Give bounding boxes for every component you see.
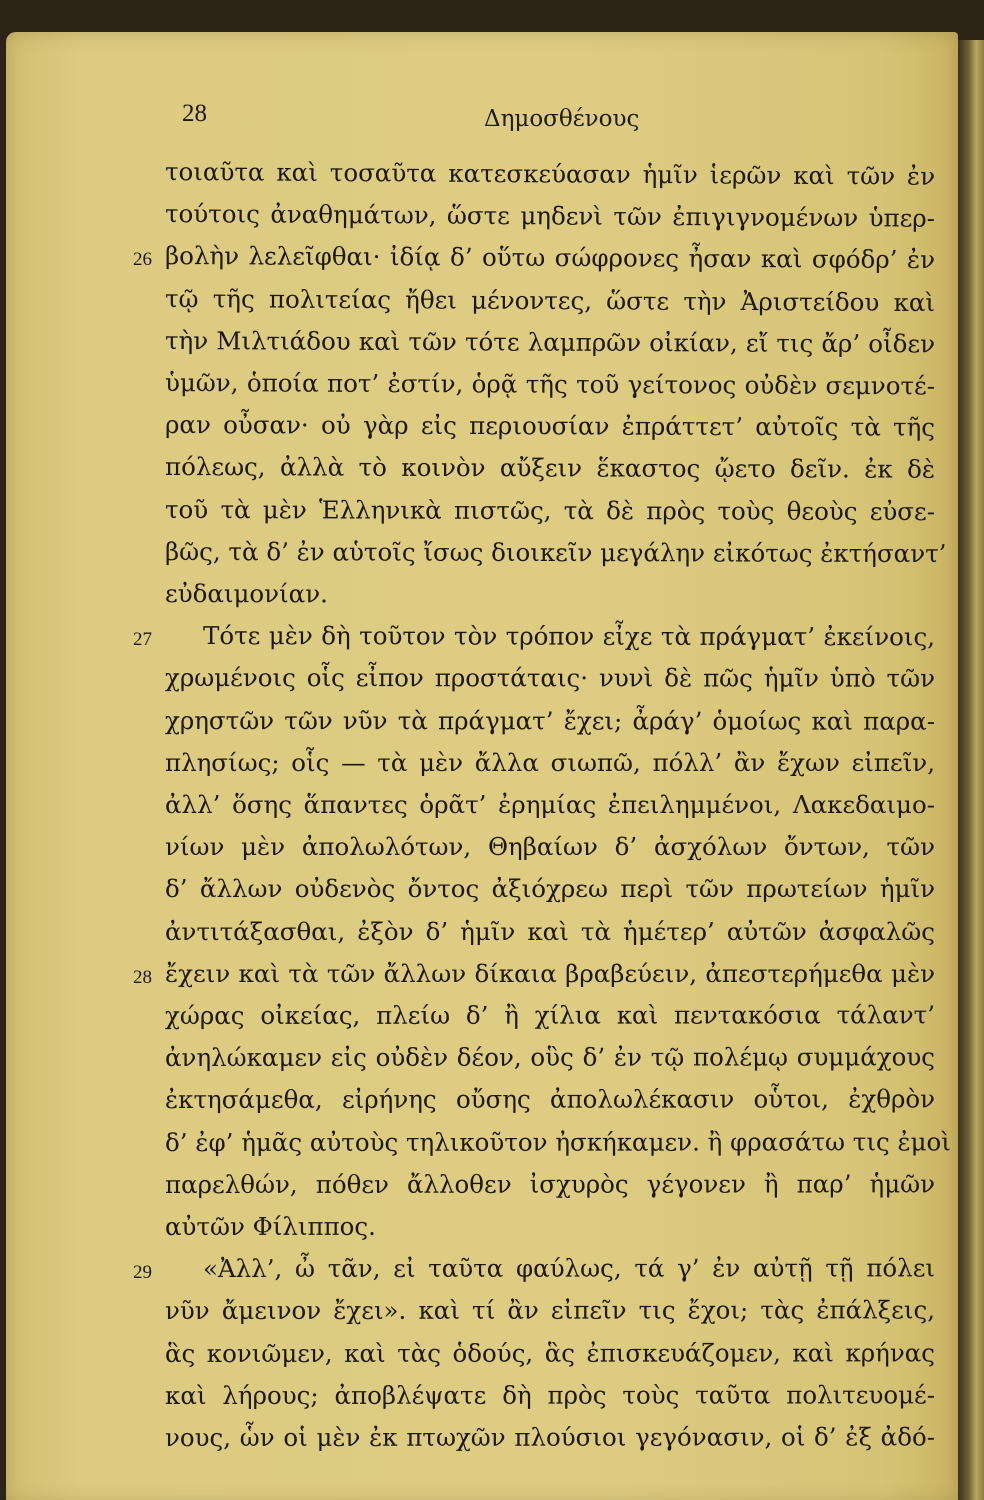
text-line: χρωμένοις οἷς εἶπον προστάταις· νυνὶ δὲ πῶς ἡμῖν ὑπὸ τῶν <box>164 663 936 694</box>
text-line: δ’ ἐφ’ ἡμᾶς αὐτοὺς τηλικοῦτον ἠσκήκαμεν. ἢ φρασάτω τις ἐμοὶ <box>164 1126 951 1157</box>
text-line: ἃς κονιῶμεν, καὶ τὰς ὁδούς, ἃς ἐπισκευάζομεν, καὶ κρήνας <box>164 1337 936 1368</box>
text-line: καὶ λήρους; ἀποβλέψατε δὴ πρὸς τοὺς ταῦτα πολιτευομέ- <box>164 1380 936 1410</box>
text-line: τούτοις ἀναθημάτων, ὥστε μηδενὶ τῶν ἐπιγιγνομένων ὑπερ- <box>164 199 936 233</box>
page-number: 28 <box>182 100 207 127</box>
section-number: 27 <box>133 629 152 651</box>
text-line: Τότε μὲν δὴ τοῦτον τὸν τρόπον εἶχε τὰ πράγματ’ ἐκείνοις, <box>202 621 936 652</box>
text-line: αὐτῶν Φίλιππος. <box>164 1211 376 1241</box>
text-line: ὑμῶν, ὁποία ποτ’ ἐστίν, ὁρᾷ τῆς τοῦ γείτονος οὐδὲν σεμνοτέ- <box>164 368 936 401</box>
text-line: νῦν ἄμεινον ἔχει». καὶ τί ἂν εἰπεῖν τις ἔχοι; τὰς ἐπάλξεις, <box>164 1295 936 1326</box>
text-line: ἔχειν καὶ τὰ τῶν ἄλλων δίκαια βραβεύειν, ἀπεστερήμεθα μὲν <box>165 958 935 988</box>
text-line: δ’ ἄλλων οὐδενὸς ὄντος ἀξιόχρεω περὶ τῶν πρωτείων ἡμῖν <box>165 874 935 904</box>
text-line: πόλεως, ἀλλὰ τὸ κοινὸν αὔξειν ἕκαστος ᾤετο δεῖν. ἐκ δὲ <box>164 452 936 485</box>
text-line: βολὴν λελεῖφθαι· ἰδίᾳ δ’ οὕτω σώφρονες ἦσαν καὶ σφόδρ’ ἐν <box>164 241 936 275</box>
running-head <box>0 100 984 140</box>
page-edge <box>958 40 984 1500</box>
text-line: τοῦ τὰ μὲν Ἑλληνικὰ πιστῶς, τὰ δὲ πρὸς τοὺς θεοὺς εὐσε- <box>164 494 936 526</box>
section-number: 28 <box>133 966 152 988</box>
text-line: χώρας οἰκείας, πλείω δ’ ἢ χίλια καὶ πεντακόσια τάλαντ’ <box>164 1000 936 1030</box>
running-title: Δημοσθένους <box>484 106 640 132</box>
text-line: παρελθών, πόθεν ἄλλοθεν ἰσχυρὸς γέγονεν ἢ παρ’ ἡμῶν <box>164 1169 936 1199</box>
text-line: πλησίως; οἷς — τὰ μὲν ἄλλα σιωπῶ, πόλλ’ ἂν ἔχων εἰπεῖν, <box>165 747 935 777</box>
text-line: νους, ὧν οἱ μὲν ἐκ πτωχῶν πλούσιοι γεγόνασιν, οἱ δ’ ἐξ ἀδό- <box>164 1422 936 1452</box>
section-number: 29 <box>133 1262 152 1284</box>
text-line: ἐκτησάμεθα, εἰρήνης οὔσης ἀπολωλέκασιν οὗτοι, ἐχθρὸν <box>164 1084 936 1115</box>
section-number: 26 <box>133 249 152 271</box>
text-line: εὐδαιμονίαν. <box>164 579 328 609</box>
text-line: ἀνηλώκαμεν εἰς οὐδὲν δέον, οὓς δ’ ἐν τῷ πολέμῳ συμμάχους <box>164 1042 936 1073</box>
text-line: νίων μὲν ἀπολωλότων, Θηβαίων δ’ ἀσχόλων ὄντων, τῶν <box>165 832 935 862</box>
text-line: τὴν Μιλτιάδου καὶ τῶν τότε λαμπρῶν οἰκίαν, εἴ τις ἄρ’ οἶδεν <box>164 325 936 359</box>
text-line: τῷ τῆς πολιτείας ἤθει μένοντες, ὥστε τὴν Ἀριστείδου καὶ <box>164 283 936 317</box>
text-line: τοιαῦτα καὶ τοσαῦτα κατεσκεύασαν ἡμῖν ἱερῶν καὶ τῶν ἐν <box>164 157 936 191</box>
text-line: «Ἀλλ’, ὦ τᾶν, εἰ ταῦτα φαύλως, τά γ’ ἐν αὐτῇ τῇ πόλει <box>202 1253 936 1284</box>
text-line: χρηστῶν τῶν νῦν τὰ πράγματ’ ἔχει; ἆράγ’ ὁμοίως καὶ παρα- <box>164 705 936 736</box>
text-line: ἀλλ’ ὅσης ἅπαντες ὁρᾶτ’ ἐρημίας ἐπειλημμένοι, Λακεδαιμο- <box>165 790 935 819</box>
text-line: βῶς, τὰ δ’ ἐν αὑτοῖς ἴσως διοικεῖν μεγάλην εἰκότως ἐκτήσαντ’ <box>164 536 947 568</box>
text-line: ραν οὖσαν· οὐ γὰρ εἰς περιουσίαν ἐπράττετ’ αὐτοῖς τὰ τῆς <box>164 410 936 442</box>
text-line: ἀντιτάξασθαι, ἐξὸν δ’ ἡμῖν καὶ τὰ ἡμέτερ’ αὐτῶν ἀσφαλῶς <box>165 916 935 946</box>
